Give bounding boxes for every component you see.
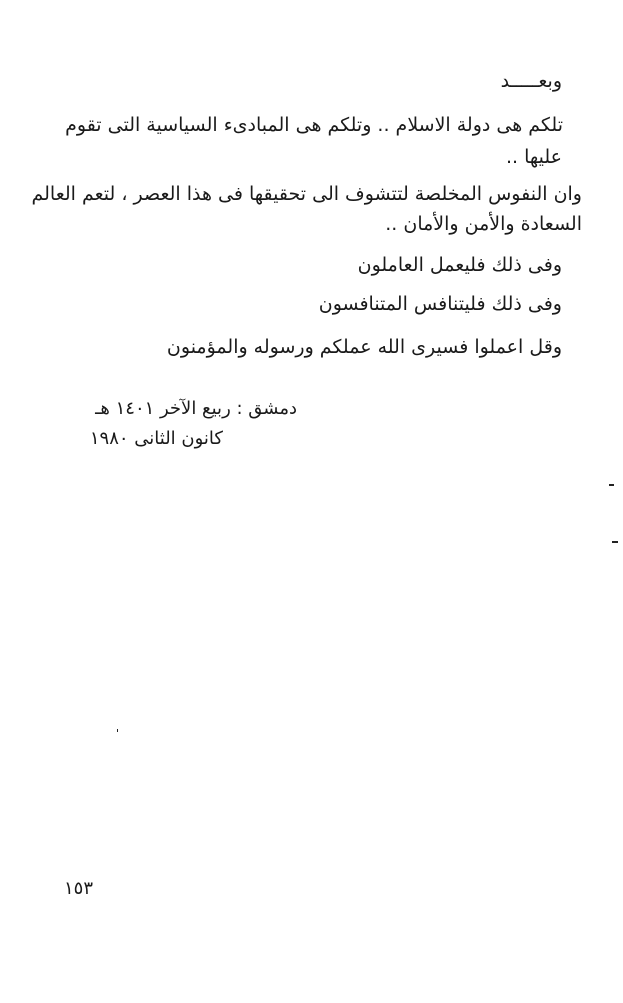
scan-speck (117, 729, 118, 732)
paragraph-5: وقل اعملوا فسيرى الله عملكم ورسوله والمؤمنون (166, 336, 562, 358)
scan-speck (609, 484, 614, 486)
signature-place-date: دمشق : ربيع الآخر ١٤٠١ هـ (95, 398, 297, 419)
section-heading: وبعـــــد (500, 70, 562, 92)
paragraph-1-line-2: عليها .. (505, 146, 562, 168)
paragraph-2-line-2: السعادة والأمن والأمان .. (385, 213, 582, 235)
page-number: ١٥٣ (64, 878, 94, 899)
signature-month-year: كانون الثانى ١٩٨٠ (89, 428, 223, 449)
paragraph-1-line-1: تلكم هى دولة الاسلام .. وتلكم هى المبادىء السياسية التى تقوم (65, 114, 563, 136)
paragraph-3: وفى ذلك فليعمل العاملون (357, 254, 562, 276)
paragraph-2-line-1: وان النفوس المخلصة لتتشوف الى تحقيقها فى هذا العصر ، لتعم العالم (31, 183, 582, 205)
paragraph-4: وفى ذلك فليتنافس المتنافسون (318, 293, 562, 315)
scan-speck (612, 541, 618, 543)
